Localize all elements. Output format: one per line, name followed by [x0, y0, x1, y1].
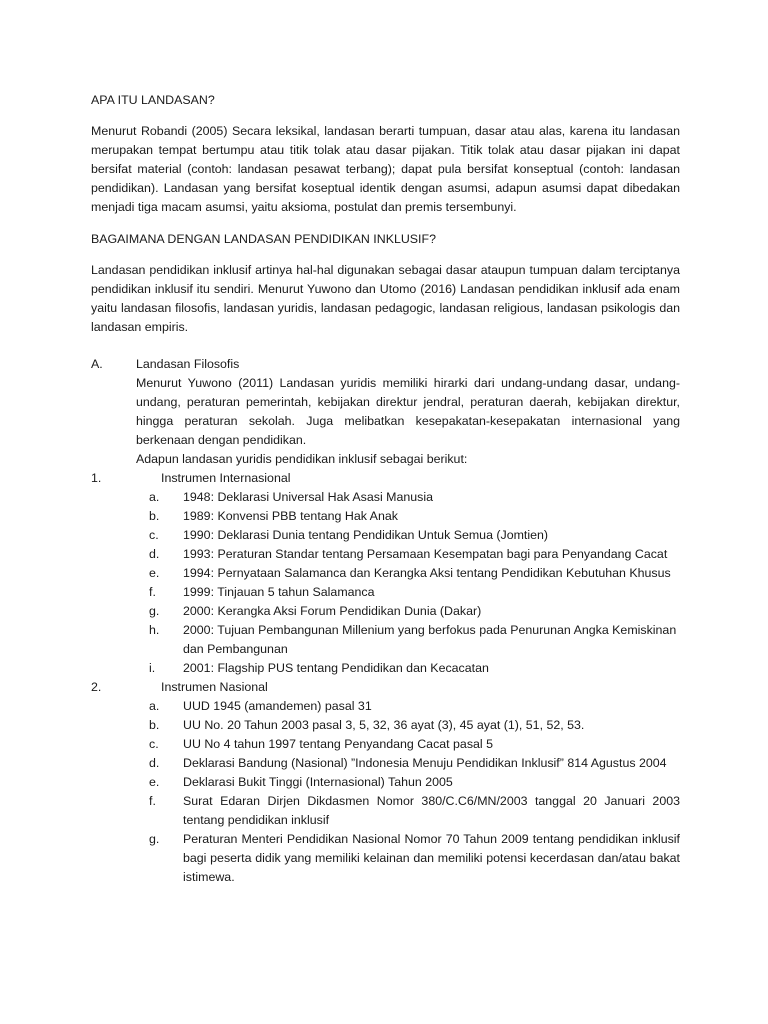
list-item-marker: c. [149, 737, 159, 751]
list-item [127, 659, 680, 678]
section-title: Landasan Filosofis [136, 357, 240, 371]
list-item [127, 602, 680, 621]
subsection-marker: 2. [91, 680, 102, 694]
list-item [127, 583, 680, 602]
list-item-text: 2000: Kerangka Aksi Forum Pendidikan Dunia (Dakar) [183, 604, 482, 618]
list-item-text: 1948: Deklarasi Universal Hak Asasi Manusia [183, 490, 433, 504]
list-item-text: 1999: Tinjauan 5 tahun Salamanca [183, 585, 375, 599]
subsection-title: Instrumen Nasional [161, 680, 268, 694]
list-item-text: UU No 4 tahun 1997 tentang Penyandang Cacat pasal 5 [183, 737, 493, 751]
list-item-marker: i. [149, 661, 156, 675]
list-item-text: 1989: Konvensi PBB tentang Hak Anak [183, 509, 398, 523]
list-item-text: UUD 1945 (amandemen) pasal 31 [183, 699, 372, 713]
list-item-marker: h. [149, 623, 160, 637]
list-item-marker: d. [149, 756, 160, 770]
list-item [127, 545, 680, 564]
list-item [127, 830, 680, 887]
paragraph-definition: Menurut Robandi (2005) Secara leksikal, landasan berarti tumpuan, dasar atau alas, karena itu landasan merupakan tempat bertumpu atau titik tolak atau dasar pijakan. Titik tolak atau dasar pijakan ini dapat bersifat material (contoh: landasan pesawat terbang); dapat pula bersifat konseptual (contoh: landasan pendidikan). Landasan yang bersifat koseptual identik dengan asumsi, adapun asumsi dapat dibedakan menjadi tiga macam asumsi, yaitu aksioma, postulat dan premis tersembunyi. [91, 124, 680, 214]
list-item [127, 526, 680, 545]
section-marker: A. [91, 357, 103, 371]
list-item [127, 754, 680, 773]
list-item-marker: f. [149, 794, 156, 808]
section-paragraph: Menurut Yuwono (2011) Landasan yuridis memiliki hirarki dari undang-undang dasar, undang-undang, peraturan pemerintah, kebijakan direktur jendral, peraturan daerah, kebijakan direktur, hingga peraturan sekolah. Juga melibatkan kesepakatan-kesepakatan internasional yang berkenaan dengan pendidikan. [136, 376, 680, 447]
list-instrumen-internasional [127, 488, 680, 678]
list-item-text: UU No. 20 Tahun 2003 pasal 3, 5, 32, 36 ayat (3), 45 ayat (1), 51, 52, 53. [183, 718, 585, 732]
section-a [91, 355, 680, 887]
list-item-marker: a. [149, 490, 160, 504]
heading-apa-itu-landasan: APA ITU LANDASAN? [91, 93, 215, 107]
list-item-marker: d. [149, 547, 160, 561]
list-item [127, 792, 680, 830]
subsection-2 [91, 678, 680, 887]
list-item-text: 2000: Tujuan Pembangunan Millenium yang berfokus pada Penurunan Angka Kemiskinan dan Pembangunan [183, 623, 677, 656]
list-item-marker: b. [149, 509, 160, 523]
list-item-marker: g. [149, 832, 160, 846]
list-item-text: Peraturan Menteri Pendidikan Nasional Nomor 70 Tahun 2009 tentang pendidikan inklusif bagi peserta didik yang memiliki kelainan dan memiliki potensi kecerdasan dan/atau bakat istimewa. [183, 832, 680, 884]
list-item [127, 697, 680, 716]
list-item-marker: c. [149, 528, 159, 542]
list-item [127, 507, 680, 526]
list-item-text: Deklarasi Bukit Tinggi (Internasional) Tahun 2005 [183, 775, 453, 789]
subsection-1 [91, 469, 680, 678]
list-item [127, 773, 680, 792]
subsection-marker: 1. [91, 471, 102, 485]
subsection-title: Instrumen Internasional [161, 471, 291, 485]
list-item [127, 488, 680, 507]
list-item-marker: f. [149, 585, 156, 599]
list-item [127, 621, 680, 659]
list-item [127, 564, 680, 583]
paragraph-inklusif: Landasan pendidikan inklusif artinya hal-hal digunakan sebagai dasar ataupun tumpuan dalam terciptanya pendidikan inklusif itu sendiri. Menurut Yuwono dan Utomo (2016) Landasan pendidikan inklusif ada enam yaitu landasan filosofis, landasan yuridis, landasan pedagogic, landasan religious, landasan psikologis dan landasan empiris. [91, 263, 680, 334]
list-item-text: 1993: Peraturan Standar tentang Persamaan Kesempatan bagi para Penyandang Cacat [183, 547, 668, 561]
list-item-marker: b. [149, 718, 160, 732]
list-item-text: Deklarasi Bandung (Nasional) ”Indonesia Menuju Pendidikan Inklusif” 814 Agustus 2004 [183, 756, 667, 770]
list-item [127, 716, 680, 735]
list-item-text: 1994: Pernyataan Salamanca dan Kerangka Aksi tentang Pendidikan Kebutuhan Khusus [183, 566, 671, 580]
list-item-marker: e. [149, 775, 160, 789]
list-instrumen-nasional [127, 697, 680, 887]
list-item-text: 2001: Flagship PUS tentang Pendidikan dan Kecacatan [183, 661, 489, 675]
list-item-marker: e. [149, 566, 160, 580]
list-item-text: 1990: Deklarasi Dunia tentang Pendidikan Untuk Semua (Jomtien) [183, 528, 549, 542]
section-intro: Adapun landasan yuridis pendidikan inklusif sebagai berikut: [136, 452, 468, 466]
list-item-marker: a. [149, 699, 160, 713]
list-item-marker: g. [149, 604, 160, 618]
list-item [127, 735, 680, 754]
list-item-text: Surat Edaran Dirjen Dikdasmen Nomor 380/C.C6/MN/2003 tanggal 20 Januari 2003 tentang pendidikan inklusif [183, 794, 680, 827]
heading-landasan-inklusif: BAGAIMANA DENGAN LANDASAN PENDIDIKAN INKLUSIF? [91, 232, 436, 246]
